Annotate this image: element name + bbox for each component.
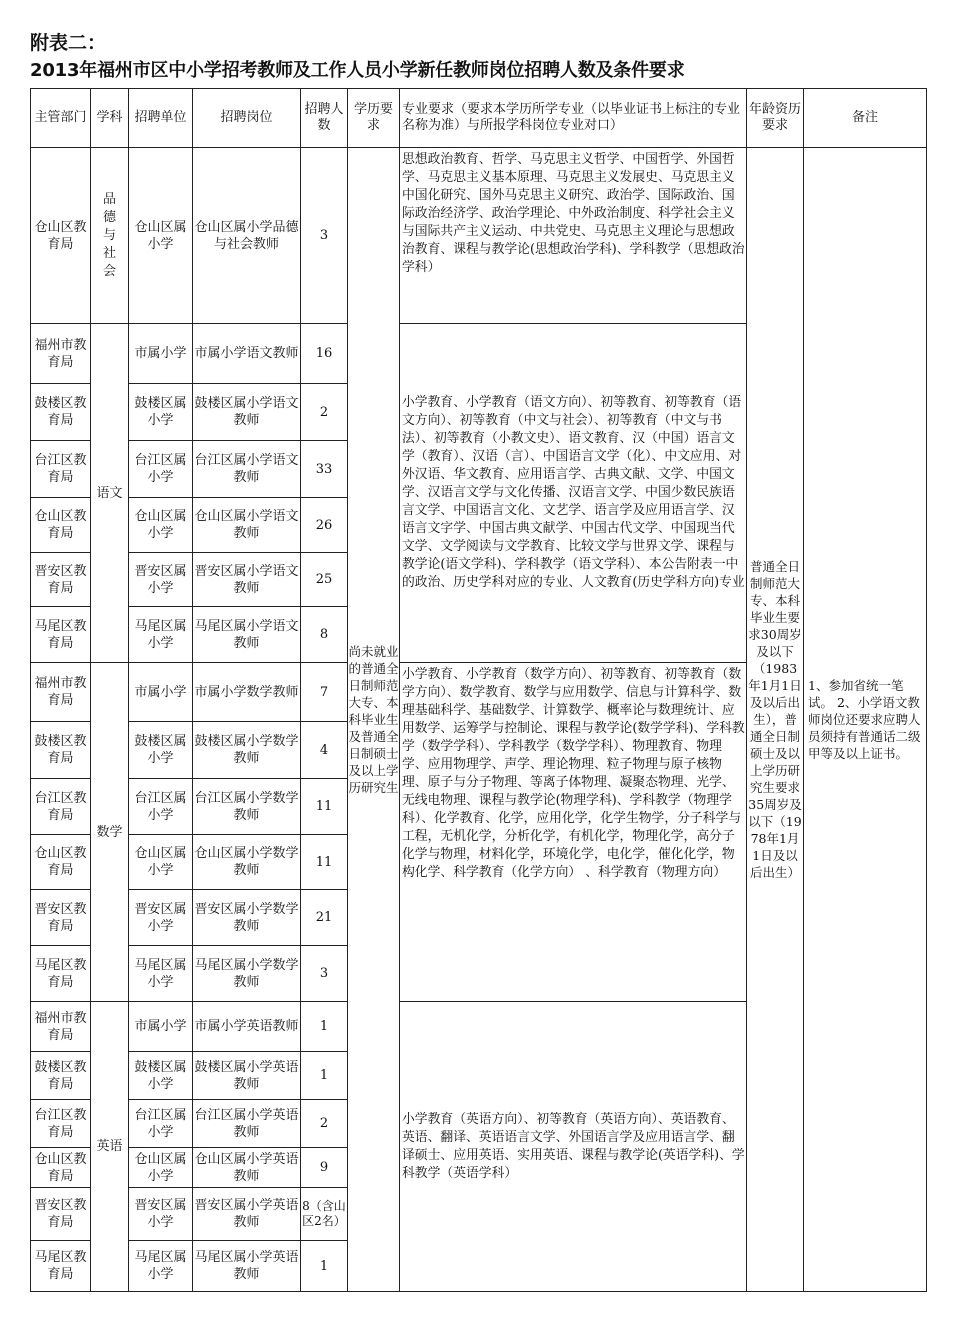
count-cell: 9: [301, 1148, 348, 1188]
count-cell: 33: [301, 441, 348, 498]
subject-cell-pinde: [91, 148, 129, 324]
header-subject: 学科: [91, 89, 129, 148]
post-cell: 马尾区属小学英语教师: [193, 1241, 301, 1292]
header-major: 专业要求（要求本学历所学专业（以毕业证书上标注的专业名称为准）与所报学科岗位专业对口）: [400, 89, 747, 148]
header-note: 备注: [804, 89, 927, 148]
post-cell: 晋安区属小学语文教师: [193, 553, 301, 607]
post-cell: 市属小学数学教师: [193, 663, 301, 722]
unit-cell: 仓山区属小学: [129, 835, 193, 890]
count-cell: 2: [301, 384, 348, 441]
dept-cell: 台江区教育局: [31, 441, 91, 498]
dept-cell: 仓山区教育局: [31, 498, 91, 553]
header-age: 年龄资历要求: [747, 89, 804, 148]
post-cell: 市属小学英语教师: [193, 1002, 301, 1052]
dept-cell: 仓山区教育局: [31, 148, 91, 324]
major-cell-yingyu: 小学教育（英语方向）、初等教育（英语方向）、英语教育、英语、翻译、英语语言文学、外国语言学及应用语言学、翻译硕士、应用英语、实用英语、课程与教学论(英语学科)、学科教学（英语学科）: [400, 1002, 747, 1292]
post-cell: 仓山区属小学数学教师: [193, 835, 301, 890]
unit-cell: 市属小学: [129, 663, 193, 722]
header-dept: 主管部门: [31, 89, 91, 148]
post-cell: 仓山区属小学英语教师: [193, 1148, 301, 1188]
dept-cell: 马尾区教育局: [31, 1241, 91, 1292]
unit-cell: 马尾区属小学: [129, 607, 193, 663]
header-post: 招聘岗位: [193, 89, 301, 148]
dept-cell: 晋安区教育局: [31, 890, 91, 946]
dept-cell: 福州市教育局: [31, 663, 91, 722]
unit-cell: 台江区属小学: [129, 1100, 193, 1148]
count-cell: 3: [301, 148, 348, 324]
recruitment-table: [30, 88, 927, 1292]
table-row: [31, 148, 927, 324]
count-cell: 1: [301, 1002, 348, 1052]
document-title: 2013年福州市区中小学招考教师及工作人员小学新任教师岗位招聘人数及条件要求: [30, 60, 685, 81]
count-cell: 4: [301, 722, 348, 779]
count-cell: 26: [301, 498, 348, 553]
subject-cell-shuxue: 数学: [91, 663, 129, 1002]
major-cell-pinde: 思想政治教育、哲学、马克思主义哲学、中国哲学、外国哲学、马克思主义基本原理、马克思主义发展史、马克思主义中国化研究、国外马克思主义研究、政治学、国际政治、国际政治经济学、政治学理论、中外政治制度、科学社会主义与国际共产主义运动、中共党史、马克思主义理论与思想政治教育、课程与教学论(思想政治学科)、学科教学（思想政治学科）: [400, 148, 747, 324]
post-cell: 仓山区属小学品德与社会教师: [193, 148, 301, 324]
subject-cell-yingyu: 英语: [91, 1002, 129, 1292]
dept-cell: 福州市教育局: [31, 324, 91, 384]
header-edu: 学历要求: [348, 89, 400, 148]
post-cell: 鼓楼区属小学数学教师: [193, 722, 301, 779]
note-cell: 1、参加省统一笔试。 2、小学语文教师岗位还要求应聘人员须持有普通话二级甲等及以上证书。: [804, 148, 927, 1292]
post-cell: 马尾区属小学数学教师: [193, 946, 301, 1002]
unit-cell: 晋安区属小学: [129, 890, 193, 946]
dept-cell: 马尾区教育局: [31, 946, 91, 1002]
major-cell-yuwen: 小学教育、小学教育（语文方向）、初等教育、初等教育（语文方向）、初等教育（中文与社会）、初等教育（中文与书法）、初等教育（小教文史）、语文教育、汉（中国）语言文学（教育）、汉语（言）、中国语言文学（化）、中文应用、对外汉语、华文教育、应用语言学、古典文献、文学、中国文学、汉语言文学与文化传播、汉语言文学、中国少数民族语言文学、中国语言文化、文艺学、语言学及应用语言学、汉语言文字学、中国古典文献学、中国古代文学、中国现当代文学、文学阅读与文学教育、比较文学与世界文学、课程与教学论(语文学科)、学科教学（语文学科）、本公告附表一中的政治、历史学科对应的专业、人文教育(历史学科方向)专业: [400, 324, 747, 663]
post-cell: 台江区属小学英语教师: [193, 1100, 301, 1148]
edu-requirement-cell: 尚未就业的普通全日制师范大专、本科毕业生及普通全日制硕士及以上学历研究生: [348, 148, 400, 1292]
unit-cell: 市属小学: [129, 1002, 193, 1052]
dept-cell: 鼓楼区教育局: [31, 1052, 91, 1100]
count-cell: 21: [301, 890, 348, 946]
unit-cell: 市属小学: [129, 324, 193, 384]
count-cell: 3: [301, 946, 348, 1002]
header-count: 招聘人数: [301, 89, 348, 148]
unit-cell: 鼓楼区属小学: [129, 722, 193, 779]
unit-cell: 仓山区属小学: [129, 1148, 193, 1188]
count-cell: 8: [301, 607, 348, 663]
post-cell: 晋安区属小学数学教师: [193, 890, 301, 946]
document: [30, 30, 926, 1292]
unit-cell: 鼓楼区属小学: [129, 384, 193, 441]
unit-cell: 台江区属小学: [129, 441, 193, 498]
unit-cell: 马尾区属小学: [129, 1241, 193, 1292]
dept-cell: 仓山区教育局: [31, 835, 91, 890]
post-cell: 鼓楼区属小学语文教师: [193, 384, 301, 441]
post-cell: 鼓楼区属小学英语教师: [193, 1052, 301, 1100]
dept-cell: 鼓楼区教育局: [31, 384, 91, 441]
appendix-label: 附表二：: [30, 32, 107, 54]
post-cell: 马尾区属小学语文教师: [193, 607, 301, 663]
dept-cell: 仓山区教育局: [31, 1148, 91, 1188]
count-cell: 11: [301, 779, 348, 835]
unit-cell: 晋安区属小学: [129, 553, 193, 607]
unit-cell: 马尾区属小学: [129, 946, 193, 1002]
dept-cell: 晋安区教育局: [31, 553, 91, 607]
post-cell: 仓山区属小学语文教师: [193, 498, 301, 553]
count-cell: 16: [301, 324, 348, 384]
post-cell: 台江区属小学数学教师: [193, 779, 301, 835]
header-unit: 招聘单位: [129, 89, 193, 148]
count-cell: 7: [301, 663, 348, 722]
count-cell: 8（含山区2名）: [301, 1188, 348, 1241]
unit-cell: 晋安区属小学: [129, 1188, 193, 1241]
unit-cell: 鼓楼区属小学: [129, 1052, 193, 1100]
subject-cell-yuwen: 语文: [91, 324, 129, 663]
unit-cell: 仓山区属小学: [129, 148, 193, 324]
dept-cell: 晋安区教育局: [31, 1188, 91, 1241]
count-cell: 2: [301, 1100, 348, 1148]
header-row: [31, 89, 927, 148]
count-cell: 1: [301, 1052, 348, 1100]
unit-cell: 台江区属小学: [129, 779, 193, 835]
post-cell: 台江区属小学语文教师: [193, 441, 301, 498]
dept-cell: 台江区教育局: [31, 779, 91, 835]
count-cell: 25: [301, 553, 348, 607]
count-cell: 1: [301, 1241, 348, 1292]
count-cell: 11: [301, 835, 348, 890]
dept-cell: 福州市教育局: [31, 1002, 91, 1052]
dept-cell: 台江区教育局: [31, 1100, 91, 1148]
dept-cell: 鼓楼区教育局: [31, 722, 91, 779]
major-cell-shuxue: 小学教育、小学教育（数学方向）、初等教育、初等教育（数学方向）、数学教育、数学与应用数学、信息与计算科学、数理基础科学、基础数学、计算数学、概率论与数理统计、应用数学、运筹学与控制论、课程与教学论(数学学科)、学科教学（数学学科）、学科教学（数学学科）、物理教育、物理学、应用物理学、声学、理论物理、粒子物理与原子核物理、原子与分子物理、等离子体物理、凝聚态物理、光学、无线电物理、课程与教学论(物理学科)、学科教学（物理学科）、化学教育、化学，应用化学，化学生物学，分子科学与工程，无机化学，分析化学，有机化学，物理化学，高分子化学与物理，材料化学，环境化学，电化学，催化化学，物构化学、科学教育（化学方向） 、科学教育（物理方向）: [400, 663, 747, 1002]
post-cell: 市属小学语文教师: [193, 324, 301, 384]
unit-cell: 仓山区属小学: [129, 498, 193, 553]
post-cell: 晋安区属小学英语教师: [193, 1188, 301, 1241]
subject-label: 品德与社会: [103, 191, 117, 279]
age-requirement-cell: 普通全日制师范大专、本科毕业生要求30周岁及以下（1983年1月1日及以后出生），普通全日制硕士及以上学历研究生要求35周岁及以下（1978年1月1日及以后出生）: [747, 148, 804, 1292]
dept-cell: 马尾区教育局: [31, 607, 91, 663]
